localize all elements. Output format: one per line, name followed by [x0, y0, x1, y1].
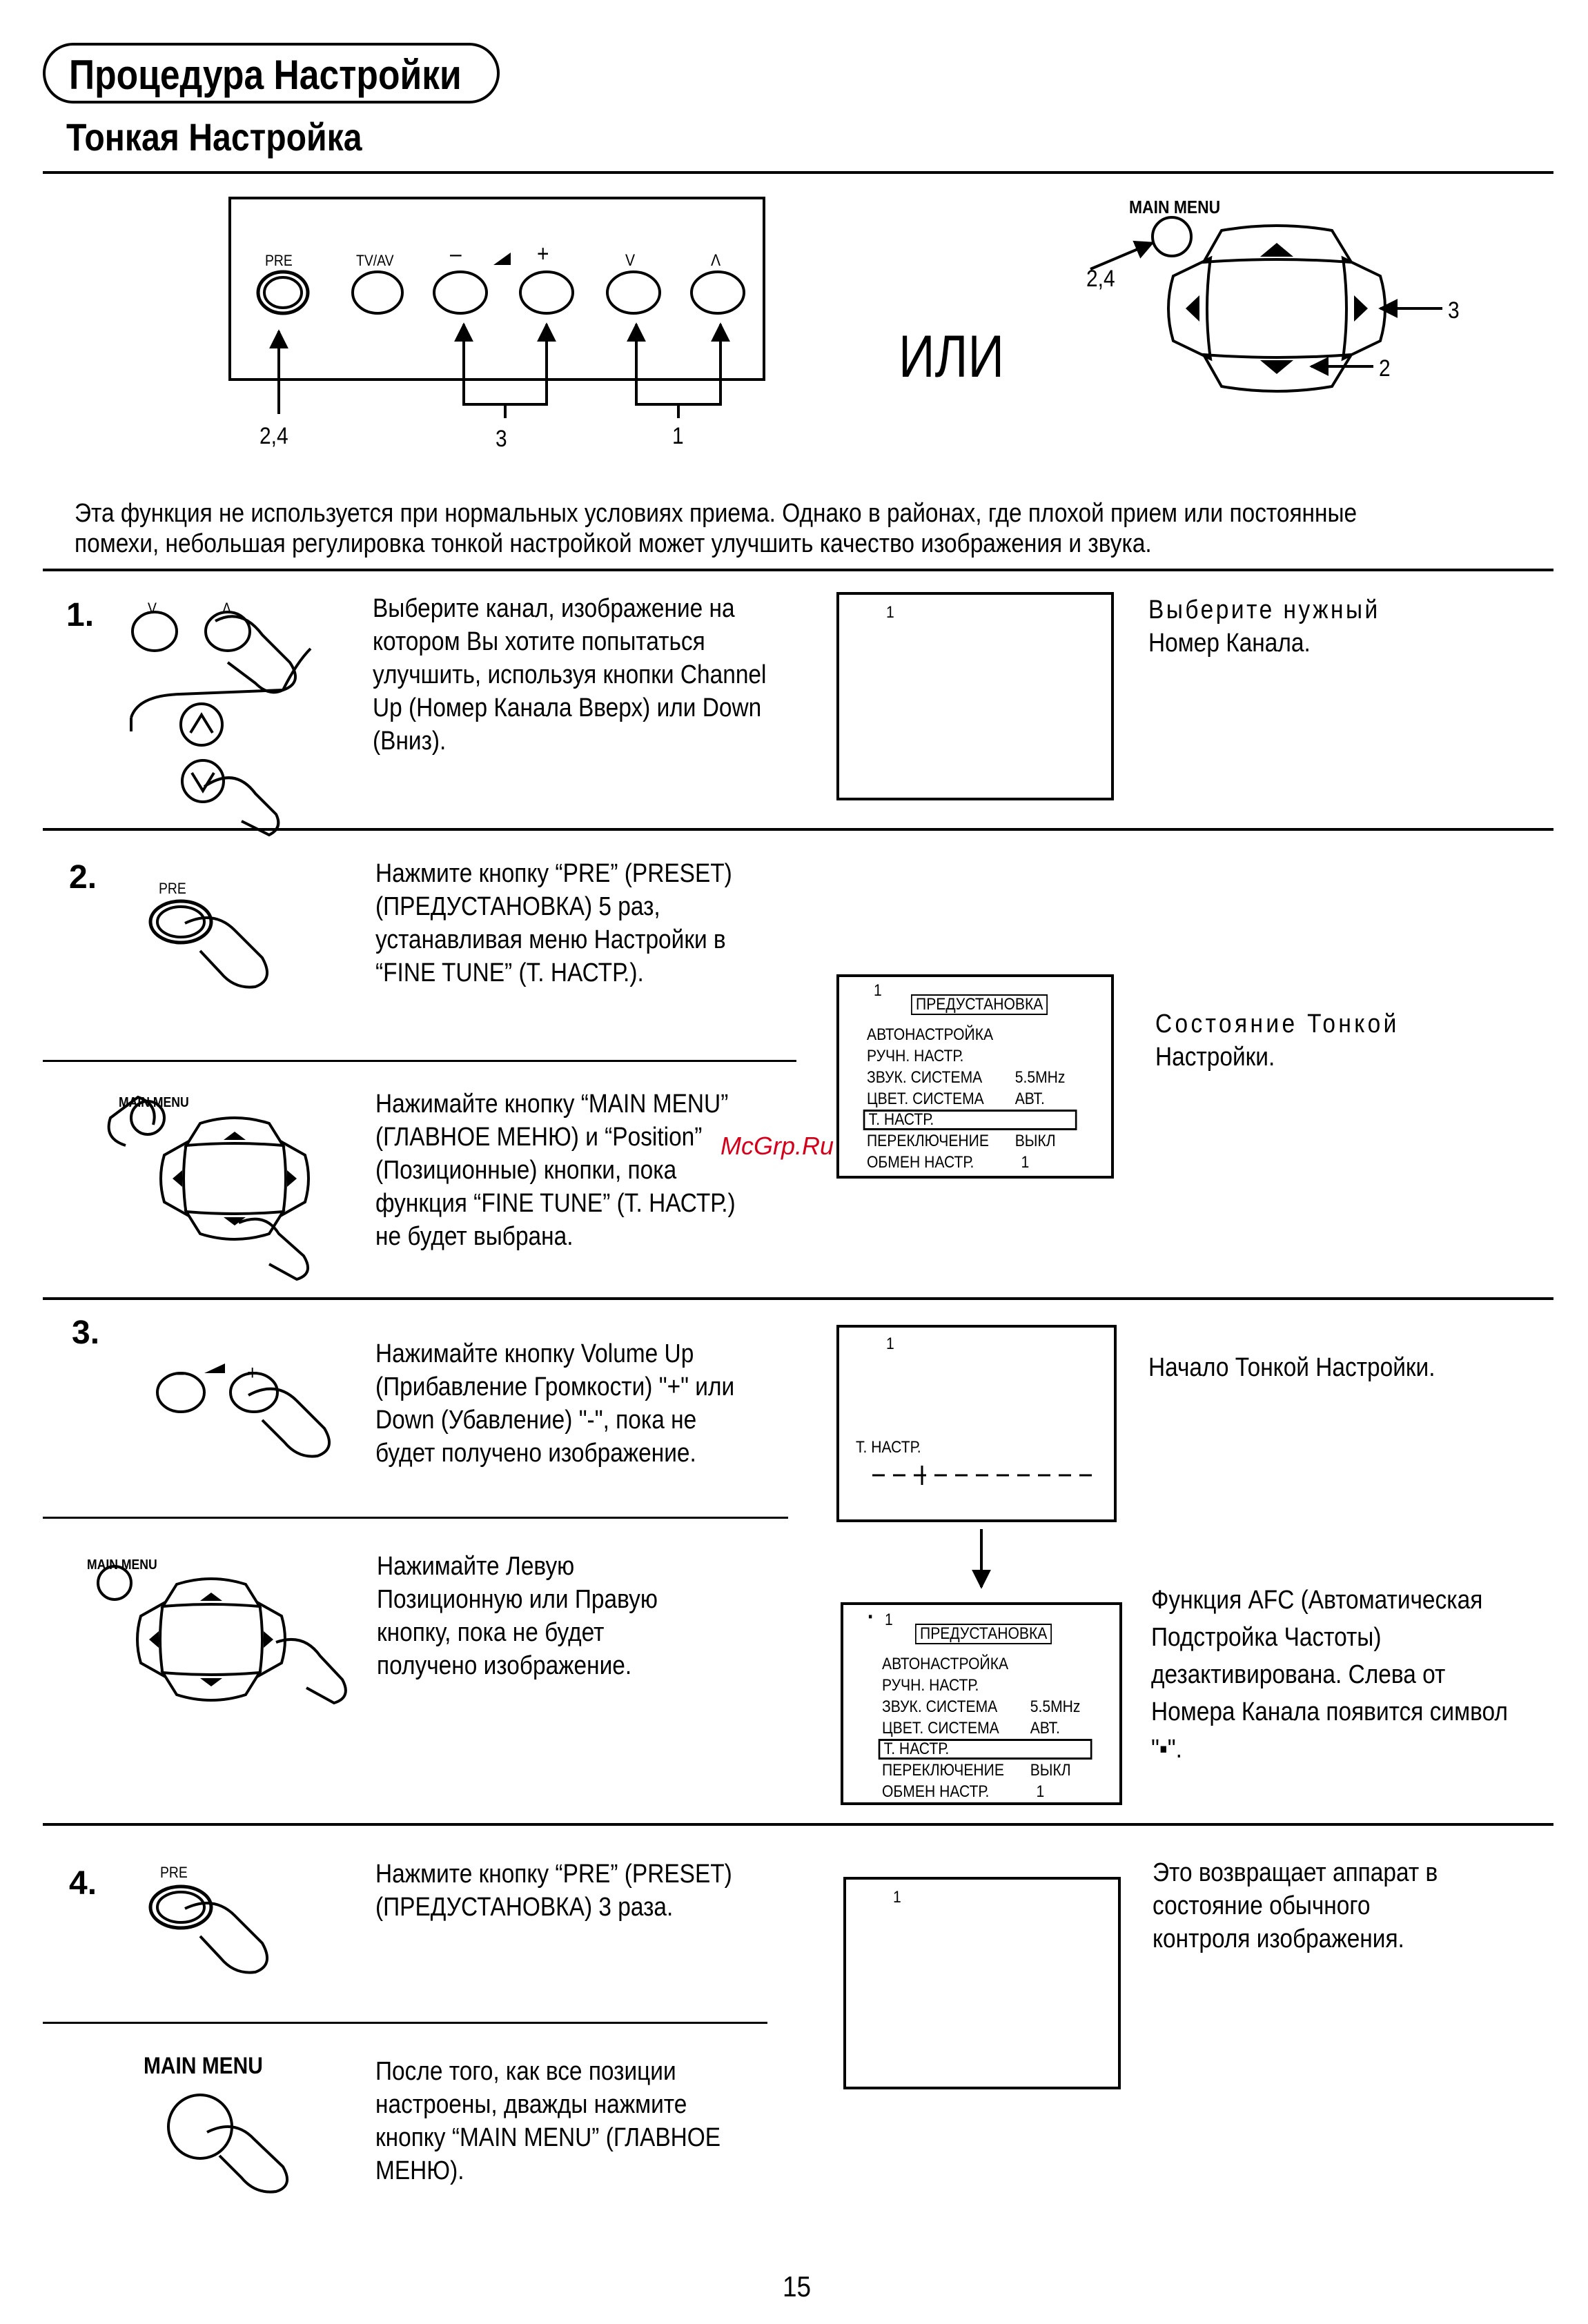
osd-title-text: ПРЕДУСТАНОВКА [915, 1624, 1052, 1644]
osd-row-label: ЦВЕТ. СИСТЕМА [867, 1090, 984, 1108]
step3-note-line: Начало Тонкой Настройки. [1148, 1353, 1435, 1382]
step3-main-menu-label: MAIN MENU [87, 1557, 157, 1573]
step4-line: Нажмите кнопку “PRE” (PRESET) [375, 1860, 732, 1889]
callout-pre: 2,4 [259, 423, 288, 449]
joystick-callout-menu: 2,4 [1086, 266, 1115, 292]
step1-note [1148, 593, 1412, 660]
step1-note-line: Номер Канала. [1148, 629, 1311, 658]
step4-line: После того, как все позиции [375, 2057, 676, 2086]
step1-label-up: Λ [222, 600, 231, 617]
step3-line: будет получено изображение. [375, 1439, 696, 1468]
step2-note-line: Настройки. [1155, 1043, 1275, 1072]
section-title-pill [43, 43, 500, 104]
divider [43, 1060, 796, 1062]
osd-row-label: ЦВЕТ. СИСТЕМА [882, 1719, 999, 1737]
page-number: 15 [783, 2270, 812, 2303]
channel-up-button[interactable] [692, 272, 744, 313]
step1-instructions [373, 592, 820, 758]
step1-note-line: Выберите нужный [1148, 595, 1380, 624]
step3-note-line: Номера Канала появится символ [1151, 1697, 1508, 1726]
hand-icon [185, 918, 267, 987]
osd-row-sound-system[interactable] [867, 1067, 1077, 1088]
or-label: ИЛИ [899, 324, 1005, 390]
osd-title [911, 994, 1048, 1015]
hand-icon [248, 1389, 329, 1457]
osd-row-label: ПЕРЕКЛЮЧЕНИЕ [867, 1132, 989, 1150]
step4-line: кнопку “MAIN MENU” (ГЛАВНОЕ [375, 2123, 721, 2152]
step3-instructions-a [375, 1337, 783, 1470]
step2-osd-screen [836, 974, 1114, 1179]
panel-label-minus: – [450, 241, 462, 267]
step3-note-b [1151, 1582, 1556, 1768]
step3-instructions-b [377, 1550, 696, 1682]
afc-off-marker: ▪ [868, 1609, 873, 1624]
osd-row-value: АВТ. [1030, 1719, 1060, 1737]
hand-icon [204, 778, 278, 835]
fine-tune-scale[interactable] [872, 1466, 1093, 1486]
step4-note [1153, 1856, 1477, 1956]
divider [43, 1297, 1553, 1300]
step2-main-menu-label: MAIN MENU [119, 1095, 189, 1110]
osd-row-label: ЗВУК. СИСТЕМА [882, 1697, 998, 1716]
osd-channel: 1 [874, 981, 882, 1000]
osd-row-label: ОБМЕН НАСТР. [867, 1153, 974, 1172]
osd-row-label: ЗВУК. СИСТЕМА [867, 1068, 983, 1087]
step3-line: Позиционную или Правую [377, 1585, 658, 1614]
osd-row-autotune[interactable] [867, 1024, 1077, 1045]
step2-note [1155, 1007, 1433, 1074]
osd-row-label: Т. НАСТР. [868, 1110, 934, 1129]
hand-icon [215, 616, 295, 692]
step2-line: (ГЛАВНОЕ МЕНЮ) и “Position” [375, 1123, 703, 1152]
hand-icon [185, 1903, 267, 1973]
step1-label-v: V [148, 600, 157, 617]
osd-row-manual[interactable] [882, 1675, 1092, 1696]
osd-row-manual[interactable] [867, 1045, 1077, 1067]
step1-line: улучшить, используя кнопки Channel [373, 660, 767, 689]
step4-instructions-a [375, 1858, 781, 1924]
step3-label-plus: + [247, 1361, 258, 1384]
osd-menu [882, 1653, 1092, 1802]
step3-line: Нажимайте Левую [377, 1552, 575, 1581]
step2-line: “FINE TUNE” (Т. НАСТР.). [375, 958, 644, 987]
step1-line: Up (Номер Канала Вверх) или Down [373, 693, 762, 722]
step3-label-minus: – [174, 1361, 184, 1384]
step2-line: Нажмите кнопку “PRE” (PRESET) [375, 859, 732, 888]
panel-label-plus: + [537, 241, 549, 267]
osd-row-label: РУЧН. НАСТР. [867, 1047, 964, 1065]
step2-line: (Позиционные) кнопки, пока [375, 1156, 677, 1185]
step3-osd-screen [841, 1602, 1122, 1805]
divider [43, 1517, 788, 1519]
screen-channel-number: 1 [886, 1335, 894, 1353]
hand-icon [239, 1219, 308, 1279]
joystick-callout-down: 2 [1379, 355, 1391, 382]
step1-up-button[interactable] [181, 704, 222, 745]
step3-tv-screen [836, 1325, 1117, 1522]
step3-note-line: "▪". [1151, 1735, 1182, 1764]
screen-channel-number: 1 [886, 603, 894, 622]
osd-row-label: Т. НАСТР. [883, 1740, 950, 1758]
divider [43, 569, 1553, 571]
section-title: Процедура Настройки [69, 52, 462, 98]
step1-tv-screen [836, 592, 1114, 800]
osd-row-color-system[interactable] [882, 1717, 1092, 1739]
step2-line: не будет выбрана. [375, 1222, 574, 1251]
intro-line-2: помехи, небольшая регулировка тонкой настройкой может улучшить качество изображения и звука. [75, 529, 1152, 558]
channel-down-button[interactable] [607, 272, 660, 313]
watermark: McGrp.Ru [721, 1132, 834, 1160]
intro-line-1: Эта функция не используется при нормальных условиях приема. Однако в районах, где плохой прием или постоянные [75, 499, 1357, 528]
osd-row-value: 1 [1036, 1782, 1045, 1801]
step4-main-menu-label: MAIN MENU [144, 2053, 263, 2079]
osd-row-label: АВТОНАСТРОЙКА [867, 1025, 994, 1044]
step-4-number: 4. [69, 1865, 97, 1902]
osd-row-value: ВЫКЛ [1030, 1761, 1071, 1780]
osd-row-label: РУЧН. НАСТР. [882, 1676, 979, 1695]
fine-tune-label: Т. НАСТР. [856, 1438, 921, 1457]
osd-title [915, 1623, 1052, 1644]
volume-up-button[interactable] [520, 272, 573, 313]
page-subtitle: Тонкая Настройка [66, 115, 362, 159]
step3-line: получено изображение. [377, 1651, 632, 1680]
step4-line: (ПРЕДУСТАНОВКА) 3 раза. [375, 1893, 674, 1922]
hand-icon [276, 1639, 346, 1703]
screen-channel-number: 1 [893, 1888, 901, 1907]
step-1-number: 1. [66, 597, 95, 633]
osd-row-fine-tune-selected[interactable] [863, 1110, 1077, 1130]
step2-line: Нажимайте кнопку “MAIN MENU” [375, 1090, 729, 1119]
osd-row-value: ВЫКЛ [1014, 1132, 1056, 1150]
pre-button-ring [264, 277, 302, 308]
step1-line: (Вниз). [373, 727, 447, 756]
step3-line: кнопку, пока не будет [377, 1618, 605, 1647]
callout-volume: 3 [496, 426, 507, 452]
step3-note-line: Функция AFC (Автоматическая [1151, 1586, 1483, 1615]
osd-row-value: 5.5MHz [1014, 1068, 1066, 1087]
divider [43, 1823, 1553, 1826]
osd-row-label: ОБМЕН НАСТР. [882, 1782, 990, 1801]
panel-label-channel-down: V [625, 251, 636, 270]
step2-line: (ПРЕДУСТАНОВКА) 5 раз, [375, 892, 660, 921]
step2-instructions-a [375, 857, 781, 989]
step4-note-line: Это возвращает аппарат в [1153, 1858, 1438, 1887]
divider [43, 828, 1553, 831]
step3-line: (Прибавление Громкости) "+" или [375, 1372, 735, 1401]
osd-row-label: ПЕРЕКЛЮЧЕНИЕ [882, 1761, 1004, 1780]
step2-line: функция “FINE TUNE” (Т. НАСТР.) [375, 1189, 736, 1218]
osd-row-label: АВТОНАСТРОЙКА [882, 1655, 1009, 1673]
osd-row-sound-system[interactable] [882, 1696, 1092, 1717]
divider [43, 171, 1553, 174]
step1-line: Выберите канал, изображение на [373, 594, 735, 623]
step-2-number: 2. [69, 859, 97, 896]
osd-channel: 1 [885, 1611, 893, 1629]
volume-down-button[interactable] [434, 272, 487, 313]
osd-row-color-system[interactable] [867, 1088, 1077, 1110]
divider [43, 2022, 767, 2024]
osd-row-value: АВТ. [1014, 1090, 1045, 1108]
osd-row-swap[interactable] [882, 1781, 1092, 1802]
osd-menu [867, 1024, 1077, 1173]
step2-label-pre: PRE [159, 880, 186, 897]
step-3-number: 3. [72, 1314, 100, 1351]
step1-line: котором Вы хотите попытаться [373, 627, 705, 656]
joystick-callout-right: 3 [1448, 297, 1460, 324]
step4-line: настроены, дважды нажмите [375, 2090, 687, 2119]
osd-row-value: 5.5MHz [1030, 1697, 1081, 1716]
step2-instructions-b [375, 1087, 785, 1253]
step3-note-line: дезактивирована. Слева от [1151, 1660, 1446, 1689]
step4-line: МЕНЮ). [375, 2156, 464, 2185]
panel-label-pre: PRE [265, 252, 293, 269]
osd-row-value: 1 [1021, 1153, 1030, 1172]
step4-note-line: состояние обычного [1153, 1891, 1371, 1920]
joystick-main-menu-label: MAIN MENU [1129, 197, 1221, 217]
step3-line: Нажимайте кнопку Volume Up [375, 1339, 694, 1368]
front-panel [230, 198, 764, 380]
step3-line: Down (Убавление) "-", пока не [375, 1406, 697, 1435]
osd-row-fine-tune-selected[interactable] [879, 1739, 1092, 1760]
osd-row-autotune[interactable] [882, 1653, 1092, 1675]
step3-note-line: Подстройка Частоты) [1151, 1623, 1382, 1652]
step2-line: устанавливая меню Настройки в [375, 925, 726, 954]
step4-label-pre: PRE [160, 1864, 188, 1881]
step4-tv-screen [843, 1877, 1121, 2089]
osd-title-text: ПРЕДУСТАНОВКА [911, 994, 1048, 1015]
panel-label-tvav: TV/AV [356, 252, 394, 269]
step4-note-line: контроля изображения. [1153, 1924, 1404, 1953]
step3-note-a [1148, 1351, 1474, 1384]
step4-instructions-b [375, 2055, 767, 2187]
step2-note-line: Состояние Тонкой [1155, 1010, 1400, 1038]
hand-icon [207, 2127, 287, 2192]
panel-label-channel-up: Λ [711, 251, 721, 270]
callout-channel: 1 [672, 423, 684, 449]
osd-row-switch[interactable] [882, 1760, 1092, 1781]
osd-row-switch[interactable] [867, 1130, 1077, 1152]
osd-row-swap[interactable] [867, 1152, 1077, 1173]
tvav-button[interactable] [353, 272, 402, 313]
